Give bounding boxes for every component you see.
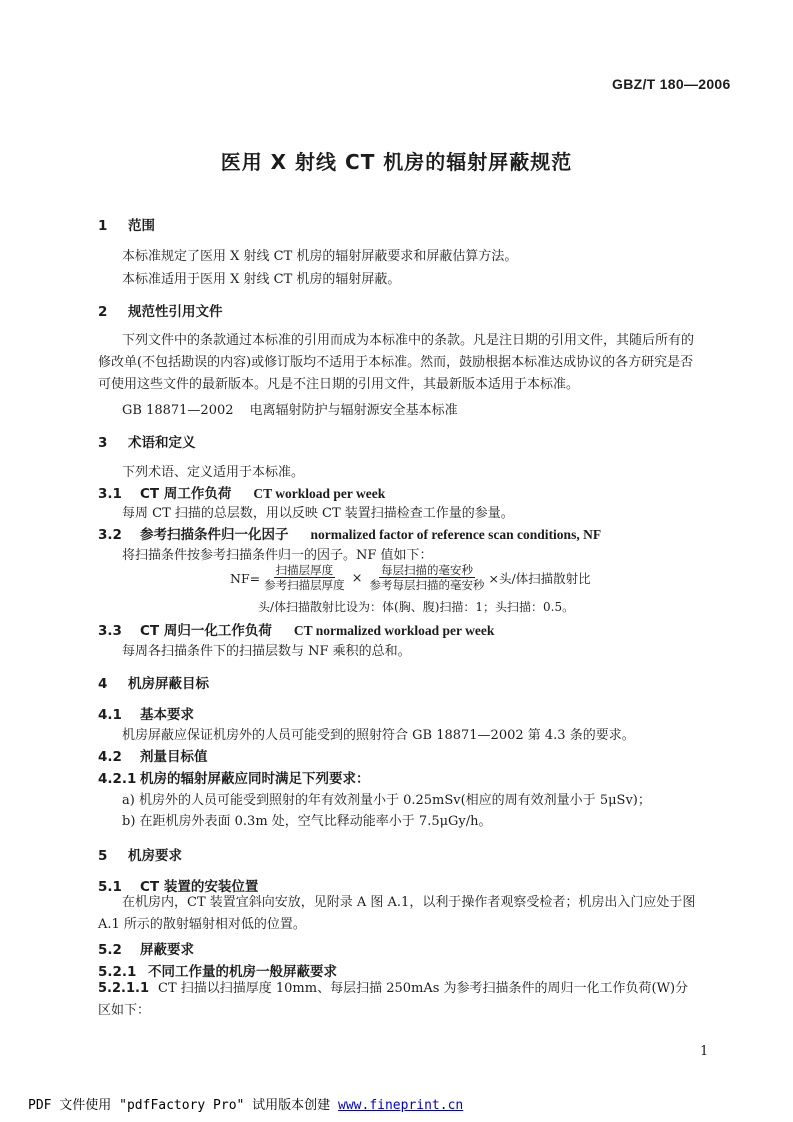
reference-title: 电离辐射防护与辐射源安全基本标准 <box>249 403 458 418</box>
subsection-4-2-heading: 4.2 剂量目标值 <box>98 749 208 765</box>
normative-reference <box>122 399 458 418</box>
subsection-5-2-heading: 5.2 屏蔽要求 <box>98 942 194 958</box>
section-5-heading: 5 机房要求 <box>98 848 182 864</box>
paragraph: 下列文件中的条款通过本标准的引用而成为本标准中的条款。凡是注日期的引用文件，其随后所有的修改单(不包括勘误的内容)或修订版均不适用于本标准。然而，鼓励根据本标准达成协议的各方研究是否可使用这些文件的最新版本。凡是不注日期的引用文件，其最新版本适用于本标准。 <box>98 333 695 392</box>
term-3-1-heading: 3.1 CT 周工作负荷 CT workload per week <box>98 486 386 502</box>
footer-link[interactable]: www.fineprint.cn <box>338 1098 464 1113</box>
paragraph-5-2-1-1: 5.2.1.1 CT 扫描以扫描厚度 10mm、每层扫描 250mAs 为参考扫描条件的周归一化工作负荷(W)分区如下： <box>98 981 689 1018</box>
paragraph: 本标准规定了医用 X 射线 CT 机房的辐射屏蔽要求和屏蔽估算方法。 <box>122 249 518 264</box>
section-title: 规范性引用文件 <box>128 304 223 320</box>
term-3-3-heading: 3.3 CT 周归一化工作负荷 CT normalized workload per week <box>98 623 495 639</box>
pdf-footer <box>28 1094 463 1113</box>
section-1-heading <box>98 214 155 234</box>
list-item-b: b) 在距机房外表面 0.3m 处，空气比释动能率小于 7.5μGy/h。 <box>122 814 492 829</box>
paragraph: 本标准适用于医用 X 射线 CT 机房的辐射屏蔽。 <box>122 272 401 287</box>
subsection-5-2-1-heading: 5.2.1 不同工作量的机房一般屏蔽要求 <box>98 964 337 980</box>
paragraph: 机房屏蔽应保证机房外的人员可能受到的照射符合 GB 18871—2002 第 4.3 条的要求。 <box>122 728 635 743</box>
reference-code: GB 18871—2002 <box>122 403 234 418</box>
document-title: 医用 X 射线 CT 机房的辐射屏蔽规范 <box>220 150 573 174</box>
fraction-layer-thickness: $\frac{\text{扫描层厚度}}{\text{参考扫描层厚度}}$ <box>264 563 345 592</box>
subsection-4-1-heading: 4.1 基本要求 <box>98 707 194 723</box>
section-title: 范围 <box>128 218 155 234</box>
section-4-heading: 4 机房屏蔽目标 <box>98 676 209 692</box>
paragraph: 在机房内，CT 装置宜斜向安放，见附录 A 图 A.1，以利于操作者观察受检者；机房出入门应处于图 A.1 所示的散射辐射相对低的位置。 <box>98 895 696 932</box>
page-number: 1 <box>700 1044 709 1059</box>
footer-text: PDF 文件使用 "pdfFactory Pro" 试用版本创建 <box>28 1098 339 1113</box>
section-title: 术语和定义 <box>128 435 196 451</box>
section-number: 3 <box>98 435 108 451</box>
subsection-5-1-heading: 5.1 CT 装置的安装位置 <box>98 879 259 895</box>
list-item-a: a) 机房外的人员可能受到照射的年有效剂量小于 0.25mSv(相应的周有效剂量小于 5μSv)； <box>122 793 651 808</box>
definition: 每周 CT 扫描的总层数，用以反映 CT 装置扫描检查工作量的参量。 <box>122 506 514 521</box>
section-3-heading <box>98 431 196 451</box>
definition: 将扫描条件按参考扫描条件归一的因子。NF 值如下： <box>122 548 433 563</box>
definition: 每周各扫描条件下的扫描层数与 NF 乘积的总和。 <box>122 644 411 659</box>
subsection-4-2-1-heading: 4.2.1 机房的辐射屏蔽应同时满足下列要求： <box>98 771 370 787</box>
section-number: 1 <box>98 218 108 234</box>
paragraph: 下列术语、定义适用于本标准。 <box>122 465 305 480</box>
term-3-2-heading: 3.2 参考扫描条件归一化因子 normalized factor of reference scan conditions, NF <box>98 527 602 543</box>
section-2-heading <box>98 300 223 320</box>
fraction-mas: $\frac{\text{每层扫描的毫安秒}}{\text{参考每层扫描的毫安秒}}$ <box>369 563 485 592</box>
scatter-ratio-note: 头/体扫描散射比设为：体(胸、腹)扫描：1；头扫描：0.5。 <box>258 600 575 614</box>
standard-code: GBZ/T 180—2006 <box>612 76 731 92</box>
nf-formula: NF= $\frac{\text{扫描层厚度}}{\text{参考扫描层厚度}}$ × $\frac{\text{每层扫描的毫安秒}}{\text{参考每层扫描的毫安秒}}$ ×头/体扫描散射比 <box>230 563 591 592</box>
section-number: 2 <box>98 304 108 320</box>
